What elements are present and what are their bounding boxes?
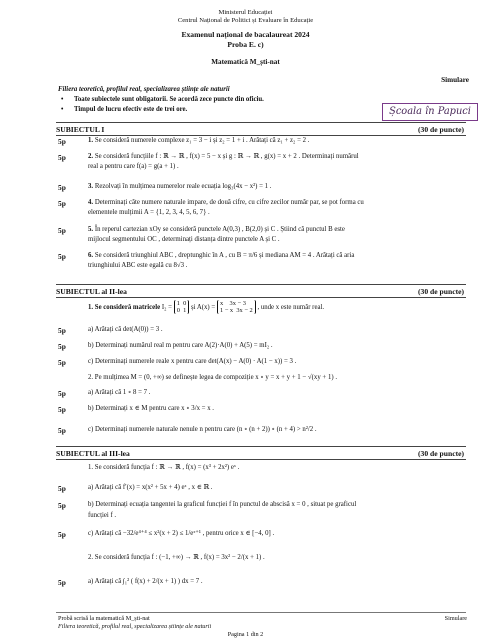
- points-label: 5p: [58, 342, 66, 351]
- points-label: 5p: [58, 153, 66, 162]
- question-3-1b: b) Determinați ecuația tangentei la graficul funcției f în punctul de abscisă x = 0 , situat pe graficul: [88, 501, 357, 508]
- footer-divider: [56, 612, 466, 613]
- points-label: 5p: [58, 358, 66, 367]
- section-title: SUBIECTUL I: [56, 125, 105, 134]
- question-1-2: 2. Se consideră funcțiile f : ℝ → ℝ , f(x) = 5 − x și g : ℝ → ℝ , g(x) = x + 2 . Determinați numărul real a pentru care f(a) = g(a + 1) .: [88, 153, 359, 171]
- subject-title: Matematică M_ști-nat: [211, 58, 280, 66]
- filiera-text: Filiera teoretică, profilul real, specializarea științe ale naturii: [58, 86, 230, 93]
- question-1-3: 3. Rezolvați în mulțimea numerelor reale ecuația log₃(4x − x²) = 1 .: [88, 183, 272, 190]
- question-3-1a: a) Arătați că f′(x) = x(x² + 5x + 4) eˣ , x ∈ ℝ .: [88, 484, 213, 491]
- question-2-2b: b) Determinați x ∈ M pentru care x ∘ 3/x = x .: [88, 405, 215, 412]
- matrix-a-of-x: x 3x − 3 1 − x 3x − 2: [217, 300, 256, 314]
- question-3-2-intro: 2. Se consideră funcția f : (−1, +∞) → ℝ , f(x) = 3x² − 2/(x + 1) .: [88, 554, 265, 561]
- points-label: 5p: [58, 326, 66, 335]
- exam-title: Examenul național de bacalaureat 2024: [181, 30, 310, 39]
- points-label: 5p: [58, 405, 66, 414]
- question-3-1c: c) Arătați că −32/e⁴⁺⁴ ≤ x²(x + 2) ≤ 1/eˣ⁺¹ , pentru orice x ∈ [−4, 0] .: [88, 530, 275, 537]
- section-title: SUBIECTUL al III-lea: [56, 449, 130, 458]
- points-label: 5p: [58, 226, 66, 235]
- section-title: SUBIECTUL al II-lea: [56, 287, 127, 296]
- question-1-5: 5. În reperul cartezian xOy se consideră punctele A(0,3) , B(2,0) și C . Știind că punctul B este mijlocul segmentului OC , determinați distanța dintre punctele A și C .: [88, 226, 345, 244]
- section-3-header: [56, 446, 466, 460]
- proba-title: Proba E. c): [227, 40, 264, 49]
- page-number: Pagina 1 din 2: [227, 631, 264, 638]
- question-2-1a: a) Arătați că det(A(0)) = 3 .: [88, 326, 163, 333]
- identity-matrix: 1 0 0 1: [174, 300, 190, 314]
- question-2-1-intro: 1. Se consideră matricele I₂ = 1 0 0 1 și A(x) = x 3x − 3 1 − x 3x − 2 , unde x este număr real.: [88, 300, 325, 315]
- section-2-header: [56, 284, 466, 298]
- center-name: Centrul Național de Politici și Evaluare în Educație: [177, 17, 314, 24]
- points-label: 5p: [58, 501, 66, 510]
- points-label: 5p: [58, 530, 66, 539]
- question-1-6: 6. Se consideră triunghiul ABC , dreptunghic în A , cu B = π/6 și mediana AM = 4 . Arătați că aria triunghiului ABC este egală cu 8√3 .: [88, 252, 355, 270]
- ministry-name: Ministerul Educației: [218, 9, 273, 16]
- rule-bullet: •: [61, 106, 64, 113]
- rule-1: Toate subiectele sunt obligatorii. Se acordă zece puncte din oficiu.: [74, 96, 264, 103]
- footer-filiera: Filiera teoretică, profilul real, specializarea științe ale naturii: [58, 623, 212, 630]
- question-1-1: 1. Se consideră numerele complexe z₁ = 3 − i și z₂ = 1 + i . Arătați că z₁ + z₂ = 2 .: [88, 137, 310, 144]
- points-label: 5p: [58, 252, 66, 261]
- question-2-2-intro: 2. Pe mulțimea M = (0, +∞) se definește legea de compoziție x ∘ y = x + y + 1 − √(xy + 1) .: [88, 374, 338, 381]
- question-2-2c: c) Determinați numerele naturale nenule n pentru care (n ∘ (n + 2)) ∘ (n + 4) > n²/2 .: [88, 426, 317, 433]
- points-label: 5p: [58, 426, 66, 435]
- question-2-1c: c) Determinați numerele reale x pentru care det(A(x) − A(0) · A(1 − x)) = 3 .: [88, 358, 297, 365]
- points-label: 5p: [58, 137, 66, 146]
- points-label: 5p: [58, 484, 66, 493]
- section-1-header: [56, 122, 466, 136]
- section-points: (30 de puncte): [418, 449, 464, 458]
- footer-left: Probă scrisă la matematică M_ști-nat: [58, 615, 150, 622]
- question-2-2a: a) Arătați că 1 ∘ 8 = 7 .: [88, 389, 151, 396]
- section-points: (30 de puncte): [418, 125, 464, 134]
- school-stamp: Școala în Papuci: [382, 103, 478, 121]
- question-3-1-intro: 1. Se consideră funcția f : ℝ → ℝ , f(x) = (x³ + 2x²) eˣ .: [88, 464, 240, 471]
- question-1-4: 4. Determinați câte numere naturale impare, de două cifre, cu cifre zecilor număr par, se pot forma cu elementele mulțimii A = {1, 2, 3, 4, 5, 6, 7} .: [88, 199, 364, 217]
- question-3-2a: a) Arătați că ∫₁² ( f(x) + 2/(x + 1) ) dx = 7 .: [88, 578, 203, 585]
- variant-label: Simulare: [441, 76, 469, 84]
- rule-2: Timpul de lucru efectiv este de trei ore.: [74, 106, 188, 113]
- footer-right: Simulare: [444, 615, 467, 622]
- rule-bullet: •: [61, 96, 64, 103]
- section-points: (30 de puncte): [418, 287, 464, 296]
- points-label: 5p: [58, 389, 66, 398]
- points-label: 5p: [58, 578, 66, 587]
- points-label: 5p: [58, 183, 66, 192]
- question-3-1b-cont: funcției f .: [88, 512, 117, 519]
- points-label: 5p: [58, 199, 66, 208]
- question-2-1b: b) Determinați numărul real m pentru care A(2)·A(0) + A(5) = mI₂ .: [88, 342, 273, 349]
